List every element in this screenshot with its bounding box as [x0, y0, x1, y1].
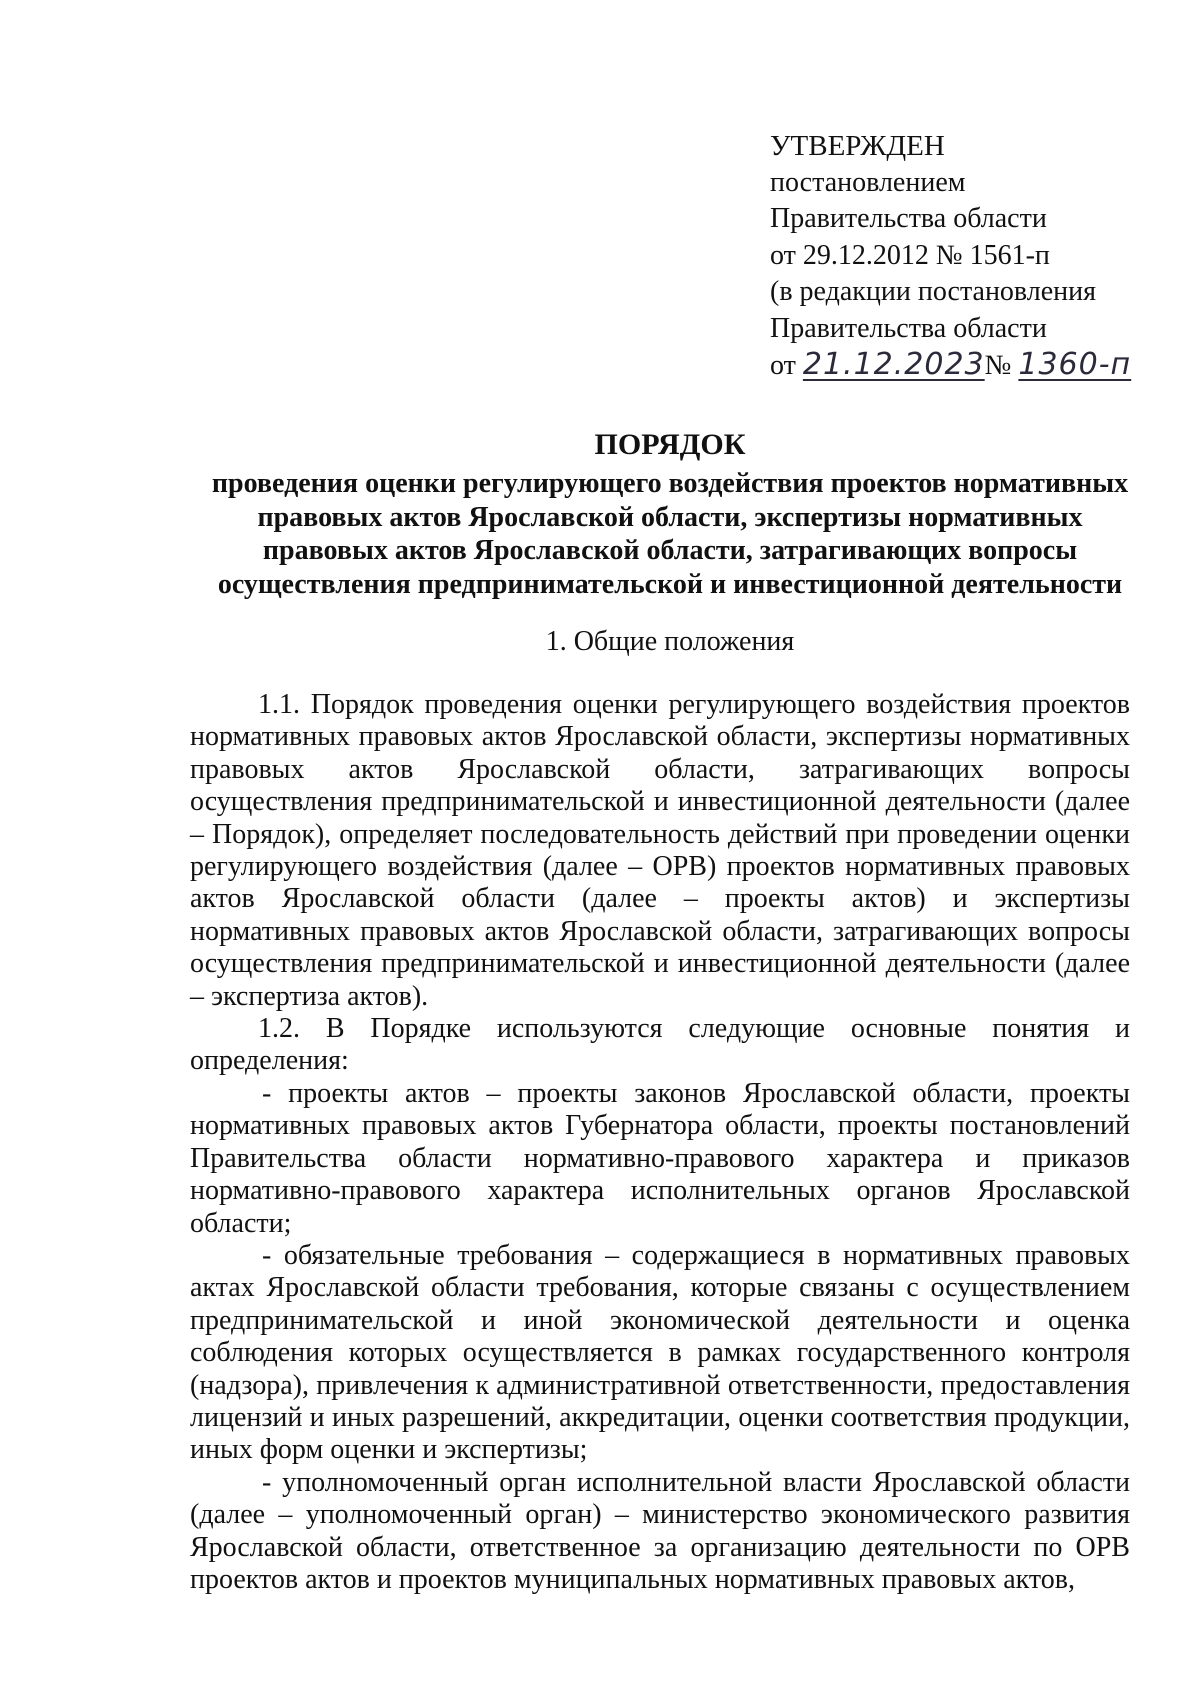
paragraph-1-2: 1.2. В Порядке используются следующие основные понятия и определения:	[190, 1013, 1130, 1077]
title-subtitle-line: проведения оценки регулирующего воздействия проектов нормативных	[211, 468, 1129, 499]
title-subtitle-line: правовых актов Ярославской области, затрагивающих вопросы	[262, 535, 1078, 566]
definition-mandatory-requirements: - обязательные требования – содержащиеся в нормативных правовых актах Ярославской области требования, которые связаны с осуществлением предпринимательской и иной экономической деятельности и оценка соблюдения которых осуществляется в рамках государственного контроля (надзора), привлечения к административной ответственности, предоставления лицензий и иных разрешений, аккредитации, оценки соответствия продукции, иных форм оценки и экспертизы;	[190, 1239, 1130, 1466]
document-body	[190, 689, 1130, 1596]
definition-draft-acts: - проекты актов – проекты законов Ярославской области, проекты нормативных правовых актов Губернатора области, проекты постановлений Правительства области нормативно-правового характера и приказов нормативно-правового характера исполнительных органов Ярославской области;	[190, 1077, 1130, 1239]
definition-authorized-body: - уполномоченный орган исполнительной власти Ярославской области (далее – уполномоченный орган) – министерство экономического развития Ярославской области, ответственное за организацию деятельности по ОРВ проектов актов и проектов муниципальных нормативных правовых актов,	[190, 1466, 1130, 1595]
approval-date-prefix: от	[770, 350, 796, 381]
document-title	[150, 425, 1190, 601]
approval-line-4: (в редакции постановления	[770, 276, 1097, 307]
approval-line-5: Правительства области	[770, 312, 1047, 344]
section-heading: 1. Общие положения	[545, 626, 795, 657]
approval-line-3: от 29.12.2012 № 1561-п	[770, 239, 1050, 271]
paragraph-1-1: 1.1. Порядок проведения оценки регулирующего воздействия проектов нормативных правовых актов Ярославской области, экспертизы нормативных правовых актов Ярославской области, затрагивающих вопросы осуществления предпринимательской и инвестиционной деятельности (далее – Порядок), определяет последовательность действий при проведении оценки регулирующего воздействия (далее – ОРВ) проектов нормативных правовых актов Ярославской области (далее – проекты актов) и экспертизы нормативных правовых актов Ярославской области, затрагивающих вопросы осуществления предпринимательской и инвестиционной деятельности (далее – экспертиза актов).	[190, 689, 1130, 1012]
approval-heading: УТВЕРЖДЕН	[770, 130, 945, 162]
approval-handwritten-date: 21.12.2023	[802, 347, 985, 382]
approval-line-1: постановлением	[770, 166, 966, 198]
approval-date-line	[770, 347, 1160, 385]
title-subtitle-line: правовых актов Ярославской области, экспертизы нормативных	[257, 501, 1083, 533]
approval-number-sign: №	[984, 350, 1012, 381]
approval-line-2: Правительства области	[770, 203, 1047, 234]
title-subtitle-line: осуществления предпринимательской и инвестиционной деятельности	[217, 568, 1123, 600]
title-subtitle	[150, 467, 1190, 601]
title-main: ПОРЯДОК	[594, 428, 746, 461]
approval-handwritten-number: 1360-п	[1018, 347, 1132, 382]
approval-stamp	[770, 128, 1160, 385]
